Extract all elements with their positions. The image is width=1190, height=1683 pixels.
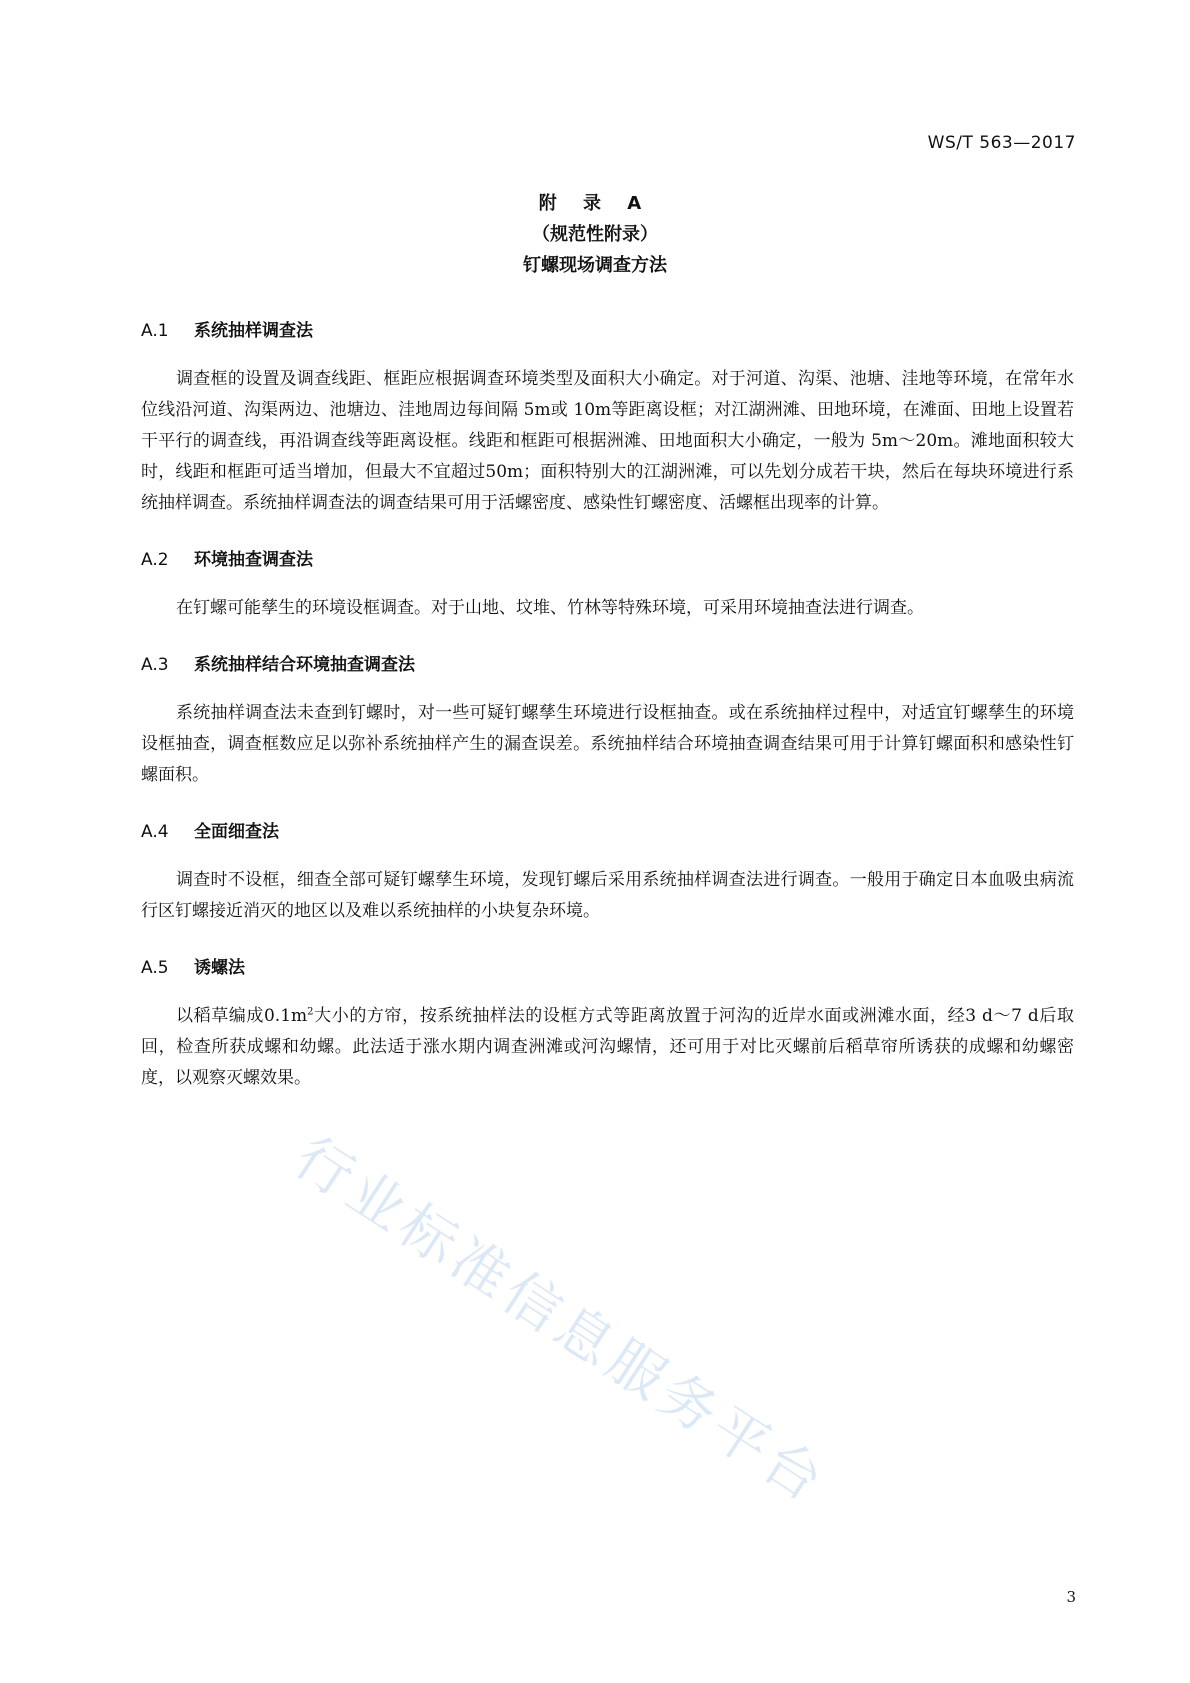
section-title: 环境抽查调查法 bbox=[194, 550, 313, 570]
section-paragraph: 在钉螺可能孳生的环境设框调查。对于山地、坟堆、竹林等特殊环境，可采用环境抽查法进行调查。 bbox=[176, 598, 924, 618]
paragraph-text: 大小的方帘，按系统抽样法的设框方式等距离放置于河沟的近岸水面或洲滩水面，经3 d～7 d后取回，检查所获成螺和幼螺。此法适于涨水期内调查洲滩或河沟螺情，还可用于对比灭螺前后稻草帘所诱获的成螺和幼螺密度，以观察灭螺效果。 bbox=[141, 1006, 1075, 1088]
appendix-type: （规范性附录） bbox=[532, 224, 658, 245]
section-title: 诱螺法 bbox=[194, 958, 245, 978]
paragraph-text: 以稻草编成0.1m bbox=[176, 1006, 308, 1026]
section-a3 bbox=[141, 652, 1074, 819]
document-body bbox=[141, 318, 1074, 1094]
section-a4 bbox=[141, 819, 1074, 955]
section-title: 系统抽样结合环境抽查调查法 bbox=[194, 655, 415, 675]
section-paragraph: 调查框的设置及调查线距、框距应根据调查环境类型及面积大小确定。对于河道、沟渠、池塘、洼地等环境，在常年水位线沿河道、沟渠两边、池塘边、洼地周边每间隔 5m或 10m等距离设框；对江湖洲滩、田地环境，在滩面、田地上设置若干平行的调查线，再沿调查线等距离设框。线距和框距可根据洲滩、田地面积大小确定，一般为 5m～20m。滩地面积较大时，线距和框距可适当增加，但最大不宜超过50m；面积特别大的江湖洲滩，可以先划分成若干块，然后在每块环境进行系统抽样调查。系统抽样调查法的调查结果可用于活螺密度、感染性钉螺密度、活螺框出现率的计算。 bbox=[141, 369, 1074, 513]
section-number: A.2 bbox=[141, 550, 169, 570]
section-a1 bbox=[141, 318, 1074, 547]
superscript: 2 bbox=[307, 1006, 314, 1018]
section-a5 bbox=[141, 955, 1074, 1094]
section-title: 系统抽样调查法 bbox=[194, 321, 313, 341]
watermark: 行业标准信息服务平台 bbox=[283, 1125, 839, 1518]
section-paragraph bbox=[141, 1001, 1074, 1094]
section-a2 bbox=[141, 547, 1074, 652]
standard-code: WS/T 563—2017 bbox=[927, 133, 1076, 153]
section-number: A.4 bbox=[141, 822, 169, 842]
page-number: 3 bbox=[1066, 1588, 1076, 1606]
section-heading bbox=[141, 819, 1074, 845]
appendix-label: 附 录 A bbox=[538, 193, 652, 214]
section-paragraph: 系统抽样调查法未查到钉螺时，对一些可疑钉螺孳生环境进行设框抽查。或在系统抽样过程中，对适宜钉螺孳生的环境设框抽查，调查框数应足以弥补系统抽样产生的漏查误差。系统抽样结合环境抽查调查结果可用于计算钉螺面积和感染性钉螺面积。 bbox=[141, 703, 1074, 785]
section-paragraph: 调查时不设框，细查全部可疑钉螺孳生环境，发现钉螺后采用系统抽样调查法进行调查。一般用于确定日本血吸虫病流行区钉螺接近消灭的地区以及难以系统抽样的小块复杂环境。 bbox=[141, 870, 1074, 921]
section-number: A.3 bbox=[141, 655, 169, 675]
section-number: A.1 bbox=[141, 321, 169, 341]
section-title: 全面细查法 bbox=[194, 822, 279, 842]
appendix-title: 钉螺现场调查方法 bbox=[523, 255, 667, 276]
section-number: A.5 bbox=[141, 958, 169, 978]
section-heading bbox=[141, 547, 1074, 573]
section-heading bbox=[141, 318, 1074, 344]
section-heading bbox=[141, 955, 1074, 981]
section-heading bbox=[141, 652, 1074, 678]
